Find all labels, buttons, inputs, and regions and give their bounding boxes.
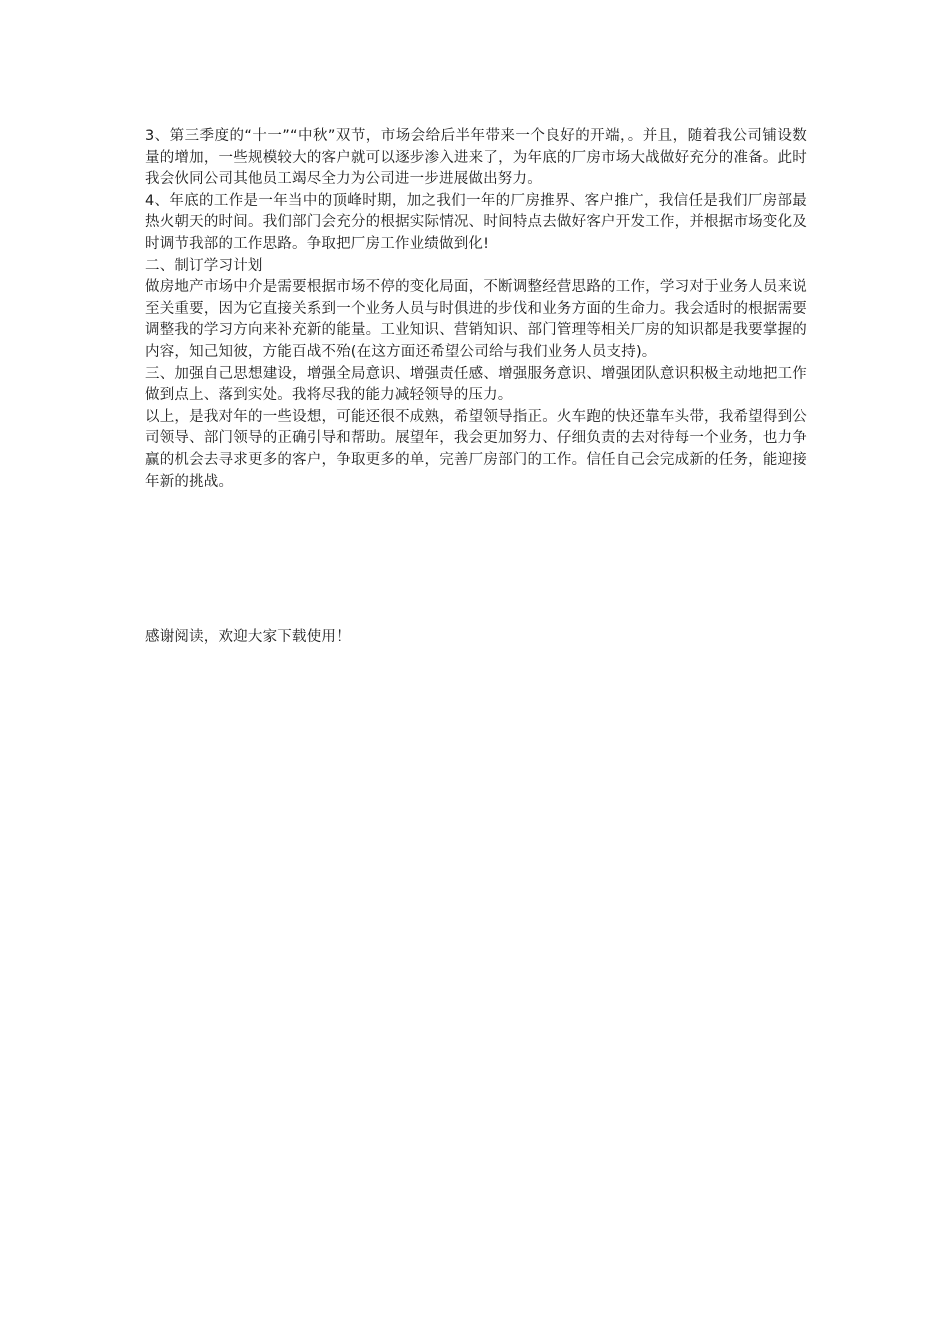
paragraph-year-end-plan: 4、年底的工作是一年当中的顶峰时期，加之我们一年的厂房推界、客户推广，我信任是我们厂房部最热火朝天的时间。我们部门会充分的根据实际情况、时间特点去做好客户开发工作，并根据市场变化及时调节我部的工作思路。争取把厂房工作业绩做到化! [145, 192, 807, 252]
paragraph-study-plan: 做房地产市场中介是需要根据市场不停的变化局面，不断调整经营思路的工作，学习对于业务人员来说至关重要，因为它直接关系到一个业务人员与时俱进的步伐和业务方面的生命力。我会适时的根据需要调整我的学习方向来补充新的能量。工业知识、营销知识、部门管理等相关厂房的知识都是我要掌握的内容，知己知彼，方能百战不殆(在这方面还希望公司给与我们业务人员支持)。 [145, 279, 807, 360]
paragraph-ideological-building: 三、加强自己思想建设，增强全局意识、增强责任感、增强服务意识、增强团队意识积极主动地把工作做到点上、落到实处。我将尽我的能力减轻领导的压力。 [145, 365, 807, 404]
paragraph-q3-plan: 3、第三季度的“十一”“中秋”双节，市场会给后半年带来一个良好的开端，。并且，随着我公司铺设数量的增加，一些规模较大的客户就可以逐步渗入进来了，为年底的厂房市场大战做好充分的准备。此时我会伙同公司其他员工竭尽全力为公司进一步进展做出努力。 [145, 128, 807, 188]
document-body [145, 126, 807, 493]
section-heading-study-plan: 二、制订学习计划 [145, 257, 263, 274]
closing-note: 感谢阅读，欢迎大家下载使用！ [145, 629, 351, 645]
paragraph-conclusion: 以上，是我对年的一些设想，可能还很不成熟，希望领导指正。火车跑的快还靠车头带，我希望得到公司领导、部门领导的正确引导和帮助。展望年，我会更加努力、仔细负责的去对待每一个业务，也力争赢的机会去寻求更多的客户，争取更多的单，完善厂房部门的工作。信任自己会完成新的任务，能迎接年新的挑战。 [145, 408, 807, 490]
